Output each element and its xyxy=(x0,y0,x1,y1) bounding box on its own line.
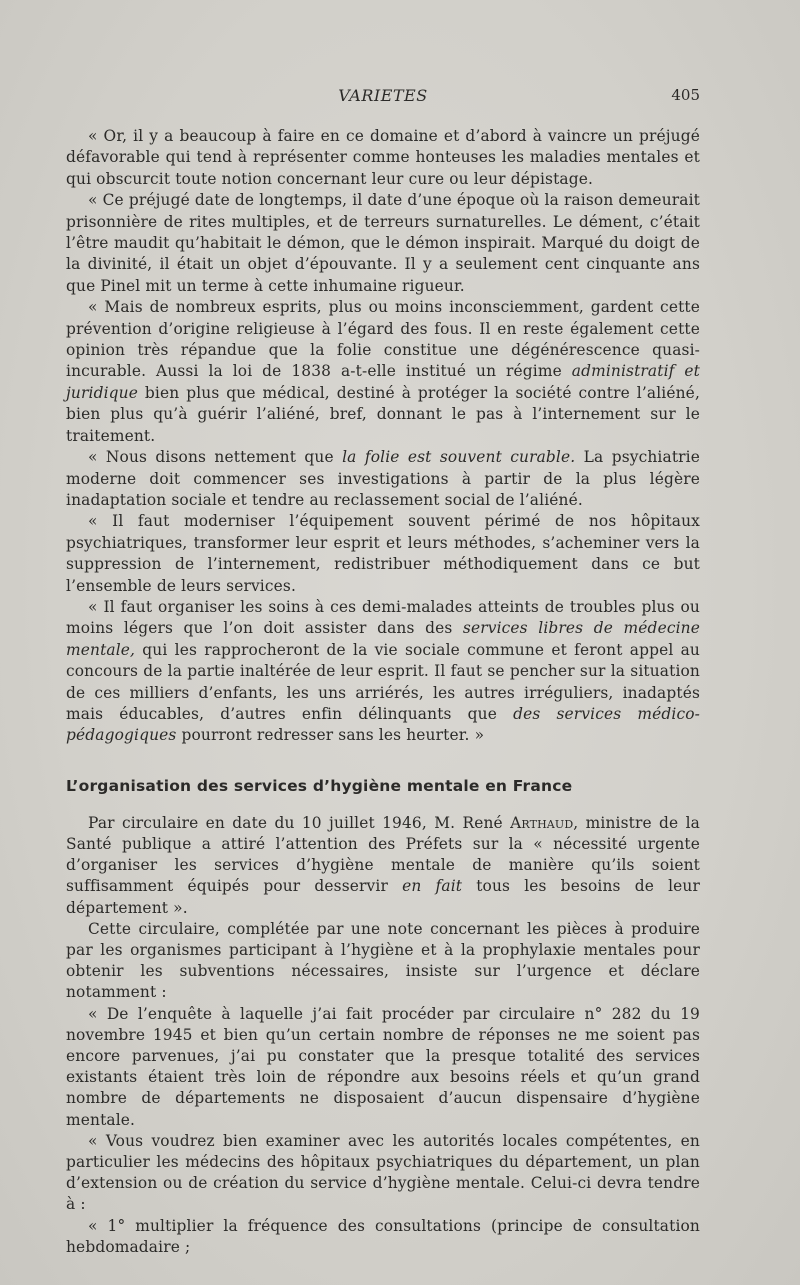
paragraph xyxy=(66,919,700,1004)
page-header xyxy=(66,86,700,110)
text-run: La psychiatrie moderne doit commencer ses investigations à partir de la plus légère inadaptation sociale et tendre au reclassement social de l’aliéné. xyxy=(66,448,700,509)
paragraph xyxy=(66,1216,700,1258)
paragraph xyxy=(66,813,700,919)
paragraph xyxy=(66,1131,700,1216)
section-hygiene-mentale-text xyxy=(66,813,700,1258)
text-run: Par circulaire en date du 10 juillet 1946, M. René xyxy=(88,813,511,832)
paragraph xyxy=(66,297,700,447)
text-run: pourront redresser sans les heurter. » xyxy=(176,726,485,745)
italic-text: administratif et juridique xyxy=(66,362,700,402)
text-run: « Mais de nombreux esprits, plus ou moins inconsciemment, gardent cette prévention d’origine religieuse à l’égard des fous. Il en reste également cette opinion très répandue que la folie constitue une dégénérescence quasi-incurable. Aussi la loi de 1838 a-t-elle institué un régime xyxy=(66,298,700,381)
text-run: qui les rapprocheront de la vie sociale commune et feront appel au concours de la partie inaltérée de leur esprit. Il faut se pencher sur la situation de ces milliers d’enfants, les uns arriérés, les autres irréguliers, inadaptés mais éducables, d’autres enfin délinquants que xyxy=(66,640,700,723)
paragraph xyxy=(66,126,700,190)
italic-text: des services médico-pédagogiques xyxy=(66,704,701,745)
text-run: , ministre de la Santé publique a attiré l’attention des Préfets sur la « nécessité urgente d’organiser les services d’hygiène mentale de manière qu’ils soient suffisamment équipés pour desservir xyxy=(66,813,700,896)
text-run: « Il faut moderniser l’équipement souvent périmé de nos hôpitaux psychiatriques, transformer leur esprit et leurs méthodes, s’acheminer vers la suppression de l’internement, redistribuer méthodiquement dans ce but l’ensemble de leurs services. xyxy=(66,512,700,595)
paragraph xyxy=(66,511,700,597)
text-run: « De l’enquête à laquelle j’ai fait procéder par circulaire n° 282 du 19 novembre 1945 et bien qu’un certain nombre de réponses ne me soient pas encore parvenues, j’ai pu constater que la presque totalité des services existants étaient très loin de répondre aux besoins réels et qu’un grand nombre de départements ne disposaient d’aucun dispensaire d’hygiène mentale. xyxy=(66,1004,700,1129)
text-run: « Or, il y a beaucoup à faire en ce domaine et d’abord à vaincre un préjugé défavorable qui tend à représenter comme honteuses les maladies mentales et qui obscurcit toute notion concernant leur cure ou leur dépistage. xyxy=(66,127,700,188)
text-run: bien plus que médical, destiné à protéger la société contre l’aliéné, bien plus qu’à guérir l’aliéné, bref, donnant le pas à l’internement sur le traitement. xyxy=(66,383,700,445)
section-varietes-text xyxy=(66,126,700,747)
section-heading: L’organisation des services d’hygiène mentale en France xyxy=(66,776,573,795)
page-number: 405 xyxy=(671,86,700,104)
paragraph xyxy=(66,1004,700,1131)
small-caps-name: Arthaud xyxy=(510,813,574,832)
paragraph xyxy=(66,597,700,747)
text-run: « 1° multiplier la fréquence des consultations (principe de consultation hebdomadaire ; xyxy=(66,1216,700,1256)
text-run: « Il faut organiser les soins à ces demi-malades atteints de troubles plus ou moins légers que l’on doit assister dans des xyxy=(66,597,700,638)
text-run: Cette circulaire, complétée par une note concernant les pièces à produire par les organismes participant à l’hygiène et à la prophylaxie mentales pour obtenir les subventions nécessaires, insiste sur l’urgence et déclare notamment : xyxy=(66,919,700,1002)
paragraph xyxy=(66,447,700,511)
running-title: VARIETES xyxy=(338,86,428,105)
paragraph xyxy=(66,190,700,297)
italic-text: services libres de médecine mentale, xyxy=(66,619,700,659)
text-run: tous les besoins de leur département ». xyxy=(66,877,700,917)
italic-text: la folie est souvent curable. xyxy=(342,448,576,467)
page-content xyxy=(66,126,700,1258)
text-run: « Vous voudrez bien examiner avec les autorités locales compétentes, en particulier les médecins des hôpitaux psychiatriques du département, un plan d’extension ou de création du service d’hygiène mentale. Celui-ci devra tendre à : xyxy=(66,1131,700,1214)
text-run: « Ce préjugé date de longtemps, il date d’une époque où la raison demeurait prisonnière de rites multiples, et de terreurs surnaturelles. Le dément, c’était l’être maudit qu’habitait le démon, que le démon inspirait. Marqué du doigt de la divinité, il était un objet d’épouvante. Il y a seulement cent cinquante ans que Pinel mit un terme à cette inhumaine rigueur. xyxy=(66,191,700,295)
text-run: « Nous disons nettement que xyxy=(88,448,343,467)
italic-text: en fait xyxy=(402,877,463,896)
